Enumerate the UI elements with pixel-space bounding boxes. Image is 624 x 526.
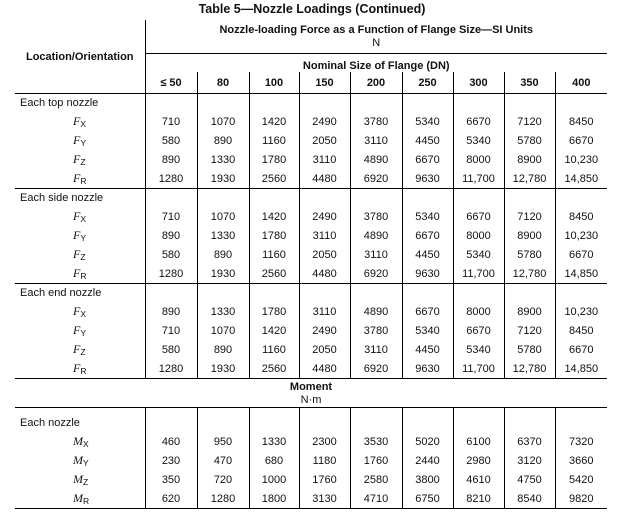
- empty-cell: [350, 94, 402, 113]
- value-cell: 1420: [249, 207, 299, 226]
- value-cell: 1000: [249, 470, 299, 489]
- symbol-letter: F: [73, 133, 81, 147]
- value-cell: 890: [197, 340, 249, 359]
- table-row: [15, 321, 607, 340]
- empty-cell: [197, 414, 249, 432]
- value-cell: 1330: [249, 432, 299, 451]
- nozzle-loadings-table: [15, 20, 607, 509]
- load-symbol: [15, 169, 145, 189]
- table-row: [15, 264, 607, 284]
- value-cell: 3110: [350, 131, 402, 150]
- value-cell: 7320: [555, 432, 607, 451]
- table-row: [15, 150, 607, 169]
- load-symbol: [15, 131, 145, 150]
- symbol-subscript: Z: [80, 252, 86, 262]
- value-cell: 890: [197, 245, 249, 264]
- value-cell: 9630: [402, 169, 453, 189]
- value-cell: 8450: [555, 207, 607, 226]
- value-cell: 1930: [197, 359, 249, 379]
- value-cell: 4480: [299, 264, 350, 284]
- value-cell: 10,230: [555, 226, 607, 245]
- symbol-subscript: X: [83, 439, 89, 449]
- value-cell: 460: [161, 435, 181, 448]
- symbol-subscript: Y: [83, 458, 89, 468]
- value-cell: 4450: [402, 131, 453, 150]
- table-row: [15, 226, 607, 245]
- empty-cell: [249, 189, 299, 208]
- symbol-letter: F: [73, 323, 81, 337]
- value-cell: 620: [161, 492, 181, 505]
- value-cell: 4480: [299, 359, 350, 379]
- load-symbol: [15, 226, 145, 245]
- value-cell: 6670: [555, 245, 607, 264]
- value-cell: 11,700: [453, 264, 504, 284]
- symbol-subscript: R: [83, 496, 90, 506]
- value-cell: 6670: [453, 321, 504, 340]
- empty-cell: [504, 414, 555, 432]
- value-cell: 1280: [158, 172, 184, 185]
- empty-cell: [197, 284, 249, 303]
- value-cell: 4890: [350, 226, 402, 245]
- value-cell: 3660: [555, 451, 607, 470]
- value-cell: 5340: [453, 131, 504, 150]
- symbol-subscript: X: [80, 119, 87, 129]
- value-cell: 1930: [197, 169, 249, 189]
- symbol-letter: M: [73, 491, 83, 505]
- value-cell: 6750: [402, 489, 453, 509]
- value-cell: 890: [161, 153, 181, 166]
- value-cell: 8450: [555, 112, 607, 131]
- value-cell: 14,850: [555, 359, 607, 379]
- value-cell: 2050: [299, 340, 350, 359]
- value-cell: 4710: [350, 489, 402, 509]
- empty-cell: [504, 189, 555, 208]
- empty-cell: [555, 94, 607, 113]
- load-symbol: [15, 489, 145, 509]
- value-cell: 950: [197, 432, 249, 451]
- table-caption: Table 5—Nozzle Loadings (Continued): [198, 2, 426, 16]
- load-symbol: [15, 264, 145, 284]
- value-cell: 710: [161, 210, 181, 223]
- value-cell: 7120: [504, 321, 555, 340]
- value-cell: 2050: [299, 131, 350, 150]
- empty-cell: [453, 94, 504, 113]
- value-cell: 3120: [504, 451, 555, 470]
- value-cell: 5780: [504, 131, 555, 150]
- value-cell: 6670: [453, 207, 504, 226]
- empty-cell: [402, 284, 453, 303]
- empty-cell: [453, 284, 504, 303]
- empty-cell: [249, 414, 299, 432]
- flange-size-header: 200: [350, 72, 402, 94]
- value-cell: 6670: [453, 112, 504, 131]
- empty-cell: [504, 284, 555, 303]
- table-row: [15, 432, 607, 451]
- moment-unit: N·m: [300, 394, 322, 406]
- value-cell: 2490: [299, 112, 350, 131]
- symbol-letter: F: [73, 342, 81, 356]
- value-cell: 720: [197, 470, 249, 489]
- group-row-force-1: [15, 189, 607, 208]
- value-cell: 8000: [453, 226, 504, 245]
- value-cell: 580: [161, 343, 181, 356]
- value-cell: 3110: [350, 340, 402, 359]
- value-cell: 1330: [197, 150, 249, 169]
- value-cell: 1800: [249, 489, 299, 509]
- value-cell: 3800: [402, 470, 453, 489]
- location-orientation-header: Location/Orientation: [15, 20, 145, 94]
- value-cell: 5340: [402, 112, 453, 131]
- value-cell: 1780: [249, 226, 299, 245]
- value-cell: 4750: [504, 470, 555, 489]
- value-cell: 3110: [299, 226, 350, 245]
- value-cell: 12,780: [504, 264, 555, 284]
- symbol-letter: M: [73, 434, 83, 448]
- empty-cell: [145, 414, 197, 432]
- symbol-letter: F: [73, 304, 81, 318]
- value-cell: 2560: [249, 169, 299, 189]
- symbol-letter: F: [73, 171, 81, 185]
- value-cell: 8210: [453, 489, 504, 509]
- value-cell: 3780: [350, 112, 402, 131]
- value-cell: 14,850: [555, 169, 607, 189]
- value-cell: 580: [161, 248, 181, 261]
- value-cell: 890: [161, 229, 181, 242]
- value-cell: 8540: [504, 489, 555, 509]
- symbol-subscript: Z: [83, 477, 89, 487]
- value-cell: 2300: [299, 432, 350, 451]
- symbol-letter: F: [73, 228, 81, 242]
- value-cell: 9820: [555, 489, 607, 509]
- value-cell: 890: [197, 131, 249, 150]
- value-cell: 3780: [350, 207, 402, 226]
- empty-cell: [299, 94, 350, 113]
- value-cell: 6670: [555, 131, 607, 150]
- value-cell: 6670: [555, 340, 607, 359]
- table-row: [15, 359, 607, 379]
- table-row: [15, 131, 607, 150]
- symbol-letter: F: [73, 209, 81, 223]
- value-cell: 4480: [299, 169, 350, 189]
- group-row-force-0: [15, 94, 607, 113]
- value-cell: 1930: [197, 264, 249, 284]
- value-cell: 5780: [504, 245, 555, 264]
- force-title-header: [145, 20, 607, 54]
- value-cell: 5420: [555, 470, 607, 489]
- table-row: [15, 112, 607, 131]
- value-cell: 1760: [299, 470, 350, 489]
- empty-cell: [299, 284, 350, 303]
- value-cell: 230: [161, 454, 181, 467]
- table-row: [15, 302, 607, 321]
- value-cell: 2560: [249, 264, 299, 284]
- value-cell: 710: [161, 324, 181, 337]
- value-cell: 12,780: [504, 359, 555, 379]
- value-cell: 1330: [197, 226, 249, 245]
- empty-cell: [249, 284, 299, 303]
- value-cell: 1420: [249, 112, 299, 131]
- empty-cell: [453, 189, 504, 208]
- table-row: [15, 340, 607, 359]
- value-cell: 12,780: [504, 169, 555, 189]
- flange-size-header: 80: [197, 72, 249, 94]
- empty-cell: [350, 414, 402, 432]
- value-cell: 4610: [453, 470, 504, 489]
- symbol-letter: M: [73, 453, 83, 467]
- value-cell: 5340: [402, 207, 453, 226]
- empty-cell: [555, 284, 607, 303]
- load-symbol: [15, 112, 145, 131]
- nominal-size-header: Nominal Size of Flange (DN): [302, 60, 450, 72]
- empty-cell: [504, 94, 555, 113]
- value-cell: 580: [161, 134, 181, 147]
- symbol-letter: F: [73, 266, 81, 280]
- symbol-subscript: Y: [80, 233, 87, 243]
- load-symbol: [15, 150, 145, 169]
- value-cell: 1070: [197, 321, 249, 340]
- empty-cell: [145, 189, 197, 208]
- value-cell: 680: [249, 451, 299, 470]
- value-cell: 2490: [299, 321, 350, 340]
- flange-size-header: 150: [299, 72, 350, 94]
- load-symbol: [15, 470, 145, 489]
- value-cell: 2980: [453, 451, 504, 470]
- value-cell: 4890: [350, 150, 402, 169]
- symbol-letter: F: [73, 152, 81, 166]
- load-symbol: [15, 321, 145, 340]
- value-cell: 9630: [402, 359, 453, 379]
- value-cell: 4890: [350, 302, 402, 321]
- value-cell: 1760: [350, 451, 402, 470]
- value-cell: 1280: [158, 267, 184, 280]
- value-cell: 3110: [299, 150, 350, 169]
- force-title: Nozzle-loading Force as a Function of Flange Size—SI Units: [219, 24, 534, 36]
- moment-title: Moment: [289, 381, 333, 393]
- value-cell: 470: [197, 451, 249, 470]
- value-cell: 1280: [158, 362, 184, 375]
- load-symbol: [15, 207, 145, 226]
- table-row: [15, 489, 607, 509]
- load-symbol: [15, 451, 145, 470]
- empty-cell: [299, 414, 350, 432]
- value-cell: 6100: [453, 432, 504, 451]
- symbol-subscript: Y: [80, 328, 87, 338]
- empty-cell: [555, 189, 607, 208]
- empty-cell: [197, 94, 249, 113]
- moment-header: [15, 379, 607, 408]
- value-cell: 8000: [453, 302, 504, 321]
- value-cell: 5780: [504, 340, 555, 359]
- value-cell: 8900: [504, 302, 555, 321]
- value-cell: 1330: [197, 302, 249, 321]
- value-cell: 11,700: [453, 359, 504, 379]
- value-cell: 3110: [299, 302, 350, 321]
- flange-size-header: 350: [504, 72, 555, 94]
- value-cell: 5340: [402, 321, 453, 340]
- value-cell: 4450: [402, 340, 453, 359]
- value-cell: 1420: [249, 321, 299, 340]
- moment-header-row: [15, 379, 607, 408]
- empty-cell: [145, 94, 197, 113]
- empty-cell: [453, 414, 504, 432]
- group-label: Each side nozzle: [15, 189, 145, 208]
- symbol-subscript: Z: [80, 347, 86, 357]
- symbol-letter: F: [73, 361, 81, 375]
- value-cell: 1160: [249, 245, 299, 264]
- load-symbol: [15, 432, 145, 451]
- value-cell: 1180: [299, 451, 350, 470]
- table-row: [15, 245, 607, 264]
- value-cell: 11,700: [453, 169, 504, 189]
- value-cell: 2560: [249, 359, 299, 379]
- symbol-subscript: R: [80, 176, 87, 186]
- value-cell: 5340: [453, 340, 504, 359]
- force-unit: N: [372, 37, 381, 49]
- value-cell: 3530: [350, 432, 402, 451]
- load-symbol: [15, 302, 145, 321]
- value-cell: 8900: [504, 226, 555, 245]
- value-cell: 2580: [350, 470, 402, 489]
- value-cell: 1070: [197, 112, 249, 131]
- value-cell: 10,230: [555, 150, 607, 169]
- value-cell: 2490: [299, 207, 350, 226]
- symbol-subscript: X: [80, 214, 87, 224]
- value-cell: 6920: [350, 359, 402, 379]
- empty-cell: [249, 94, 299, 113]
- value-cell: 8900: [504, 150, 555, 169]
- empty-cell: [402, 189, 453, 208]
- symbol-subscript: R: [80, 271, 87, 281]
- group-label: Each nozzle: [15, 414, 145, 432]
- value-cell: 9630: [402, 264, 453, 284]
- empty-cell: [350, 284, 402, 303]
- flange-size-header: 250: [402, 72, 453, 94]
- value-cell: 4450: [402, 245, 453, 264]
- value-cell: 6670: [402, 150, 453, 169]
- empty-cell: [555, 414, 607, 432]
- value-cell: 1780: [249, 150, 299, 169]
- value-cell: 890: [161, 305, 181, 318]
- table-row: [15, 169, 607, 189]
- empty-cell: [197, 189, 249, 208]
- empty-cell: [299, 189, 350, 208]
- value-cell: 1160: [249, 131, 299, 150]
- value-cell: 6920: [350, 169, 402, 189]
- table-row: [15, 451, 607, 470]
- value-cell: 1160: [249, 340, 299, 359]
- value-cell: 1280: [197, 489, 249, 509]
- value-cell: 6670: [402, 302, 453, 321]
- load-symbol: [15, 359, 145, 379]
- value-cell: 6670: [402, 226, 453, 245]
- table-row: [15, 207, 607, 226]
- group-label: Each top nozzle: [15, 94, 145, 113]
- value-cell: 2050: [299, 245, 350, 264]
- value-cell: 8000: [453, 150, 504, 169]
- empty-cell: [350, 189, 402, 208]
- flange-size-header: 300: [453, 72, 504, 94]
- load-symbol: [15, 245, 145, 264]
- value-cell: 3780: [350, 321, 402, 340]
- symbol-subscript: X: [80, 309, 87, 319]
- value-cell: 1780: [249, 302, 299, 321]
- table-row: [15, 470, 607, 489]
- empty-cell: [402, 94, 453, 113]
- value-cell: 10,230: [555, 302, 607, 321]
- value-cell: 6920: [350, 264, 402, 284]
- symbol-letter: F: [73, 247, 81, 261]
- flange-size-header: ≤ 50: [160, 76, 182, 89]
- value-cell: 350: [161, 473, 181, 486]
- load-symbol: [15, 340, 145, 359]
- symbol-letter: M: [73, 472, 83, 486]
- symbol-letter: F: [73, 114, 81, 128]
- symbol-subscript: Z: [80, 157, 86, 167]
- group-row-force-2: [15, 284, 607, 303]
- flange-size-header: 100: [249, 72, 299, 94]
- value-cell: 6370: [504, 432, 555, 451]
- value-cell: 5340: [453, 245, 504, 264]
- group-row-moment: [15, 414, 607, 432]
- value-cell: 3130: [299, 489, 350, 509]
- value-cell: 8450: [555, 321, 607, 340]
- value-cell: 5020: [402, 432, 453, 451]
- value-cell: 1070: [197, 207, 249, 226]
- symbol-subscript: Y: [80, 138, 87, 148]
- value-cell: 3110: [350, 245, 402, 264]
- value-cell: 7120: [504, 112, 555, 131]
- symbol-subscript: R: [80, 366, 87, 376]
- empty-cell: [402, 414, 453, 432]
- flange-size-header: 400: [555, 72, 607, 94]
- empty-cell: [145, 284, 197, 303]
- group-label: Each end nozzle: [15, 284, 145, 303]
- value-cell: 7120: [504, 207, 555, 226]
- value-cell: 710: [161, 115, 181, 128]
- value-cell: 14,850: [555, 264, 607, 284]
- value-cell: 2440: [402, 451, 453, 470]
